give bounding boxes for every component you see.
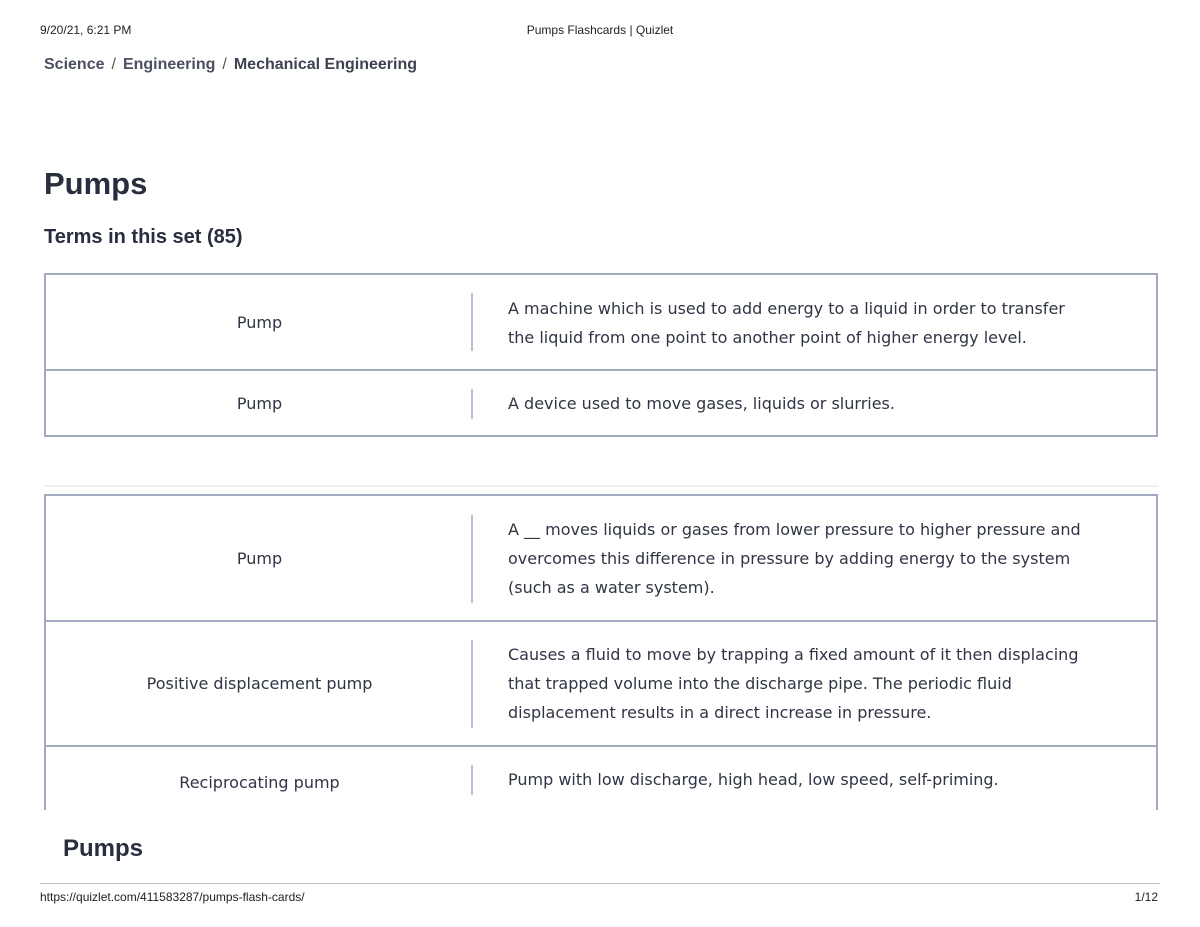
card-group (44, 273, 1158, 437)
card-row (46, 275, 1156, 371)
footer-set-title: Pumps (63, 835, 144, 862)
card-divider (471, 515, 473, 603)
card-definition: A machine which is used to add energy to a liquid in order to transfer the liquid from one point to another point of higher energy level. (508, 299, 1065, 347)
card-divider (471, 640, 473, 728)
card-term: Pump (236, 312, 283, 332)
card-term: Pump (236, 393, 283, 413)
breadcrumb-engineering[interactable]: Engineering (122, 56, 216, 73)
breadcrumb (44, 56, 417, 74)
card-term: Pump (236, 548, 283, 568)
breadcrumb-separator: / (111, 56, 116, 73)
card-divider (471, 293, 473, 351)
card-definition: A __ moves liquids or gases from lower pressure to higher pressure and overcomes this difference in pressure by adding energy to the system (such as a water system). (508, 520, 1081, 597)
terms-count: Terms in this set (85) (44, 226, 243, 248)
print-date: 9/20/21, 6:21 PM (40, 23, 132, 37)
card-row (46, 496, 1156, 622)
footer-rule (40, 883, 1160, 884)
card-group (44, 494, 1158, 810)
card-definition: Pump with low discharge, high head, low speed, self-priming. (508, 770, 999, 789)
card-divider (471, 765, 473, 795)
footer-url: https://quizlet.com/411583287/pumps-flash-cards/ (40, 890, 305, 904)
set-title: Pumps (44, 166, 148, 201)
breadcrumb-separator: / (222, 56, 227, 73)
breadcrumb-science[interactable]: Science (44, 56, 105, 73)
card-row (46, 622, 1156, 747)
breadcrumb-mechanical-engineering[interactable]: Mechanical Engineering (233, 56, 417, 73)
card-row (46, 371, 1156, 437)
card-definition: Causes a fluid to move by trapping a fixed amount of it then displacing that trapped volume into the discharge pipe. The periodic fluid displacement results in a direct increase in pressure. (508, 645, 1079, 722)
card-divider (471, 389, 473, 419)
card-row (46, 747, 1156, 810)
card-definition: A device used to move gases, liquids or slurries. (508, 394, 895, 413)
card-term: Positive displacement pump (146, 674, 373, 693)
footer-page-number: 1/12 (1134, 890, 1158, 904)
print-page-title: Pumps Flashcards | Quizlet (526, 23, 674, 37)
group-gap-line (44, 485, 1158, 487)
card-term: Reciprocating pump (179, 772, 340, 792)
